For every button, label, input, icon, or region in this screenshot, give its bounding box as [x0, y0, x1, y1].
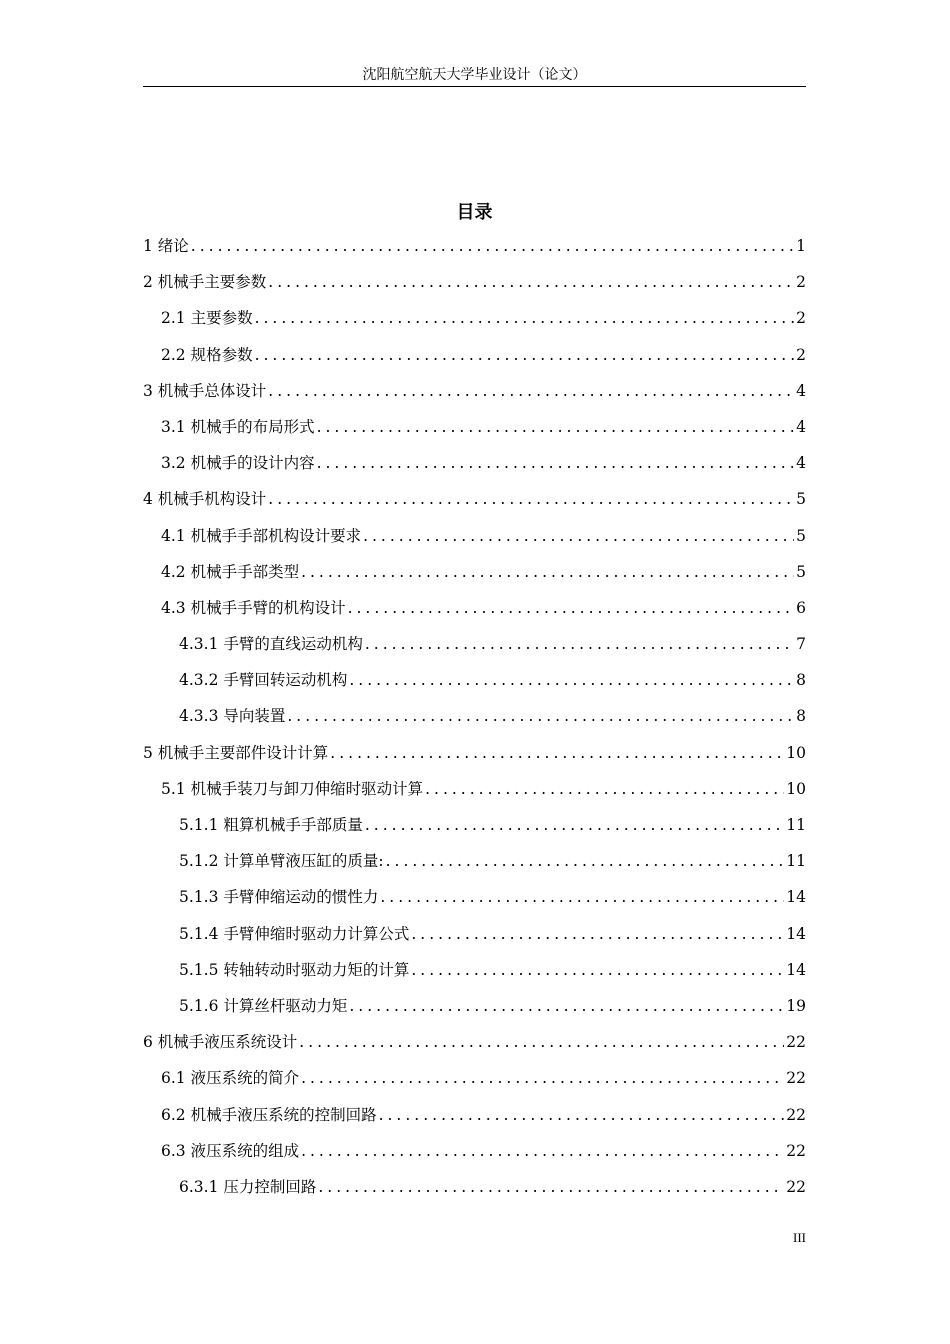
toc-entry[interactable]	[143, 952, 806, 988]
toc-dot-leader	[268, 481, 794, 517]
toc-dot-leader	[317, 445, 795, 481]
toc-entry-label: 4.3.3 导向装置	[179, 707, 286, 726]
page-number: III	[793, 1230, 806, 1245]
toc-entry-label: 5.1.4 手臂伸缩时驱动力计算公式	[179, 924, 410, 943]
toc-entry[interactable]	[143, 1060, 806, 1096]
toc-entry-label: 6 机械手液压系统设计	[143, 1033, 298, 1052]
toc-entry[interactable]	[143, 916, 806, 952]
toc-entry-label: 5.1.3 手臂伸缩运动的惯性力	[179, 888, 379, 907]
toc-entry-page: 22	[786, 1105, 806, 1124]
toc-entry-label: 4.2 机械手手部类型	[161, 562, 300, 581]
toc-entry-label: 6.3 液压系统的组成	[161, 1141, 300, 1160]
toc-entry-label: 4.3.1 手臂的直线运动机构	[179, 635, 363, 654]
toc-entry[interactable]	[143, 300, 806, 336]
toc-entry-page: 10	[786, 743, 806, 762]
toc-entry-label: 5.1 机械手装刀与卸刀伸缩时驱动计算	[161, 779, 424, 798]
toc-dot-leader	[380, 879, 784, 915]
toc-entry[interactable]	[143, 1097, 806, 1133]
toc-entry[interactable]	[143, 554, 806, 590]
toc-dot-leader	[330, 735, 784, 771]
toc-dot-leader	[365, 626, 794, 662]
toc-dot-leader	[379, 1097, 785, 1133]
toc-dot-leader	[349, 988, 784, 1024]
toc-entry[interactable]	[143, 988, 806, 1024]
toc-entry-label: 3.1 机械手的布局形式	[161, 417, 315, 436]
toc-entry[interactable]	[143, 735, 806, 771]
toc-entry-page: 14	[786, 888, 806, 907]
toc-entry[interactable]	[143, 1024, 806, 1060]
toc-entry-label: 4.3.2 手臂回转运动机构	[179, 671, 348, 690]
toc-entry-label: 3.2 机械手的设计内容	[161, 454, 315, 473]
toc-entry-page: 2	[796, 345, 806, 364]
toc-entry-label: 4 机械手机构设计	[143, 490, 267, 509]
toc-entry[interactable]	[143, 481, 806, 517]
toc-dot-leader	[411, 916, 784, 952]
toc-entry[interactable]	[143, 662, 806, 698]
toc-entry-label: 6.1 液压系统的简介	[161, 1069, 300, 1088]
toc-dot-leader	[425, 771, 784, 807]
header-divider	[143, 86, 806, 87]
toc-dot-leader	[301, 1133, 784, 1169]
toc-entry-label: 5.1.2 计算单臂液压缸的质量:	[179, 852, 384, 871]
toc-entry[interactable]	[143, 1169, 806, 1205]
toc-dot-leader	[386, 843, 785, 879]
toc-entry-label: 1 绪论	[143, 237, 189, 255]
toc-entry-page: 14	[786, 924, 806, 943]
toc-entry-page: 11	[786, 852, 806, 871]
toc-entry-page: 2	[796, 309, 806, 328]
toc-dot-leader	[268, 264, 794, 300]
toc-entry[interactable]	[143, 843, 806, 879]
toc-entry-label: 2.2 规格参数	[161, 345, 253, 364]
toc-entry-page: 22	[786, 1069, 806, 1088]
toc-entry-page: 19	[786, 996, 806, 1015]
toc-entry-page: 8	[796, 707, 806, 726]
toc-entry-page: 14	[786, 960, 806, 979]
toc-entry[interactable]	[143, 445, 806, 481]
toc-entry[interactable]	[143, 409, 806, 445]
toc-entry-page: 5	[796, 490, 806, 509]
toc-dot-leader	[317, 409, 795, 445]
page-header: 沈阳航空航天大学毕业设计（论文）	[362, 67, 587, 83]
toc-entry[interactable]	[143, 879, 806, 915]
toc-entry-page: 4	[796, 417, 806, 436]
toc-entry[interactable]	[143, 590, 806, 626]
toc-entry-label: 6.3.1 压力控制回路	[179, 1177, 317, 1196]
toc-dot-leader	[299, 1024, 784, 1060]
toc-entry[interactable]	[143, 518, 806, 554]
toc-entry-page: 10	[786, 779, 806, 798]
toc-entry[interactable]	[143, 698, 806, 734]
toc-dot-leader	[268, 373, 794, 409]
toc-entry-page: 11	[786, 816, 806, 834]
toc-dot-leader	[255, 300, 795, 336]
toc-entry-label: 5.1.6 计算丝杆驱动力矩	[179, 996, 348, 1015]
toc-entry-label: 4.1 机械手手部机构设计要求	[161, 526, 362, 545]
toc-dot-leader	[318, 1169, 784, 1205]
toc-entry[interactable]	[143, 337, 806, 373]
toc-entry-page: 4	[796, 381, 806, 400]
toc-dot-leader	[349, 662, 794, 698]
toc-dot-leader	[191, 228, 794, 264]
toc-dot-leader	[287, 698, 794, 734]
toc-entry-page: 6	[796, 598, 806, 617]
toc-entry-page: 5	[796, 526, 806, 545]
toc-entry-page: 22	[786, 1177, 806, 1196]
toc-dot-leader	[363, 518, 794, 554]
toc-entry-page: 8	[796, 671, 806, 690]
toc-entry-label: 5 机械手主要部件设计计算	[143, 743, 329, 762]
toc-entry-label: 2.1 主要参数	[161, 309, 253, 328]
toc-dot-leader	[301, 554, 794, 590]
toc-entry[interactable]	[143, 228, 806, 264]
toc-entry[interactable]	[143, 1133, 806, 1169]
toc-entry[interactable]	[143, 373, 806, 409]
toc-entry[interactable]	[143, 807, 806, 843]
toc-dot-leader	[365, 807, 784, 843]
toc-entry[interactable]	[143, 264, 806, 300]
toc-dot-leader	[348, 590, 795, 626]
toc-entry-page: 22	[786, 1033, 806, 1052]
toc-entry-page: 22	[786, 1141, 806, 1160]
toc-dot-leader	[255, 337, 795, 373]
table-of-contents	[143, 228, 806, 1205]
toc-entry[interactable]	[143, 626, 806, 662]
toc-entry-label: 5.1.1 粗算机械手手部质量	[179, 816, 363, 834]
toc-entry-label: 2 机械手主要参数	[143, 273, 267, 292]
toc-entry-label: 4.3 机械手手臂的机构设计	[161, 598, 346, 617]
toc-entry-page: 5	[796, 562, 806, 581]
toc-entry-page: 7	[796, 635, 806, 654]
toc-entry-page: 4	[796, 454, 806, 473]
toc-entry-label: 6.2 机械手液压系统的控制回路	[161, 1105, 377, 1124]
toc-title: 目录	[456, 202, 493, 223]
toc-entry-label: 5.1.5 转轴转动时驱动力矩的计算	[179, 960, 410, 979]
toc-dot-leader	[411, 952, 784, 988]
toc-entry-label: 3 机械手总体设计	[143, 381, 267, 400]
toc-dot-leader	[301, 1060, 784, 1096]
toc-entry[interactable]	[143, 771, 806, 807]
toc-entry-page: 1	[796, 237, 806, 255]
toc-entry-page: 2	[796, 273, 806, 292]
